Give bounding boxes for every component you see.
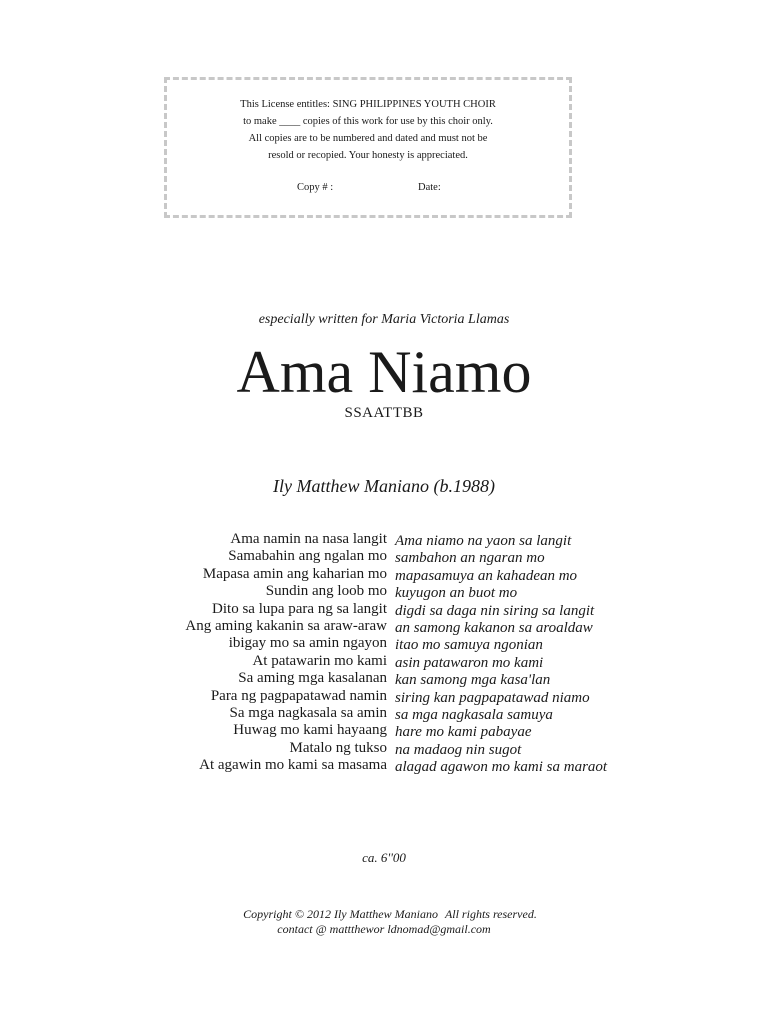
lyric-line: At patawarin mo kami xyxy=(252,652,387,669)
lyric-line: na madaog nin sugot xyxy=(395,741,522,758)
lyric-line: Sa mga nagkasala sa amin xyxy=(229,705,387,722)
lyric-line: Mapasa amin ang kaharian mo xyxy=(202,565,387,582)
date-label: Date: xyxy=(418,182,441,193)
lyric-line: sambahon an ngaran mo xyxy=(395,550,545,567)
footer xyxy=(0,907,768,937)
lyric-line: siring kan pagpapatawad niamo xyxy=(395,689,590,706)
composer: Ily Matthew Maniano (b.1988) xyxy=(273,476,495,496)
lyric-line: itao mo samuya ngonian xyxy=(395,637,543,654)
lyric-line: Ama namin na nasa langit xyxy=(230,531,387,547)
lyric-line: an samong kakanon sa aroaldaw xyxy=(395,620,593,637)
bikol-lyrics xyxy=(395,533,607,777)
lyric-line: Ang aming kakanin sa araw-araw xyxy=(185,618,387,635)
lyric-line: Dito sa lupa para ng sa langit xyxy=(212,600,387,617)
license-line: All copies are to be numbered and dated and must not be xyxy=(248,133,488,144)
page-title: Ama Niamo xyxy=(236,339,532,405)
copy-date-row xyxy=(167,179,569,196)
lyric-line: kuyugon an buot mo xyxy=(395,585,518,602)
license-line: resold or recopied. Your honesty is appreciated. xyxy=(268,150,468,161)
license-box xyxy=(164,77,572,218)
rights-text: All rights reserved. xyxy=(444,907,537,921)
lyric-line: kan samong mga kasa'lan xyxy=(395,672,551,689)
tagalog-lyrics xyxy=(185,531,387,775)
contact-line: contact @ mattthewor ldnomad@gmail.com xyxy=(277,922,491,936)
license-text xyxy=(167,80,569,164)
copy-number-label: Copy # : xyxy=(297,182,334,193)
lyric-line: mapasamuya an kahadean mo xyxy=(395,567,578,584)
lyric-line: Samabahin ang ngalan mo xyxy=(228,548,387,565)
duration: ca. 6''00 xyxy=(362,850,406,865)
lyric-line: digdi sa daga nin siring sa langit xyxy=(395,602,595,619)
lyric-line: At agawin mo kami sa masama xyxy=(199,757,387,774)
lyric-line: Matalo ng tukso xyxy=(289,739,387,756)
copyright-text: Copyright © 2012 Ily Matthew Maniano xyxy=(243,907,438,921)
lyric-line: hare mo kami pabayae xyxy=(395,724,532,741)
lyric-line: Sundin ang loob mo xyxy=(265,583,387,600)
lyric-line: Para ng pagpapatawad namin xyxy=(210,687,387,704)
copyright-line xyxy=(0,907,768,922)
voicing: SSAATTBB xyxy=(344,405,424,421)
lyric-line: Huwag mo kami hayaang xyxy=(233,722,387,739)
lyric-line: asin patawaron mo kami xyxy=(395,654,544,671)
lyric-line: sa mga nagkasala samuya xyxy=(395,707,553,724)
lyric-line: alagad agawon mo kami sa maraot xyxy=(395,759,608,776)
lyric-line: Ama niamo na yaon sa langit xyxy=(395,533,572,549)
dedication: especially written for Maria Victoria Llamas xyxy=(258,312,510,327)
license-line: to make ____ copies of this work for use by this choir only. xyxy=(243,116,493,127)
lyric-line: Sa aming mga kasalanan xyxy=(238,670,387,687)
lyric-line: ibigay mo sa amin ngayon xyxy=(228,635,387,652)
license-line: This License entitles: SING PHILIPPINES YOUTH CHOIR xyxy=(240,99,496,110)
